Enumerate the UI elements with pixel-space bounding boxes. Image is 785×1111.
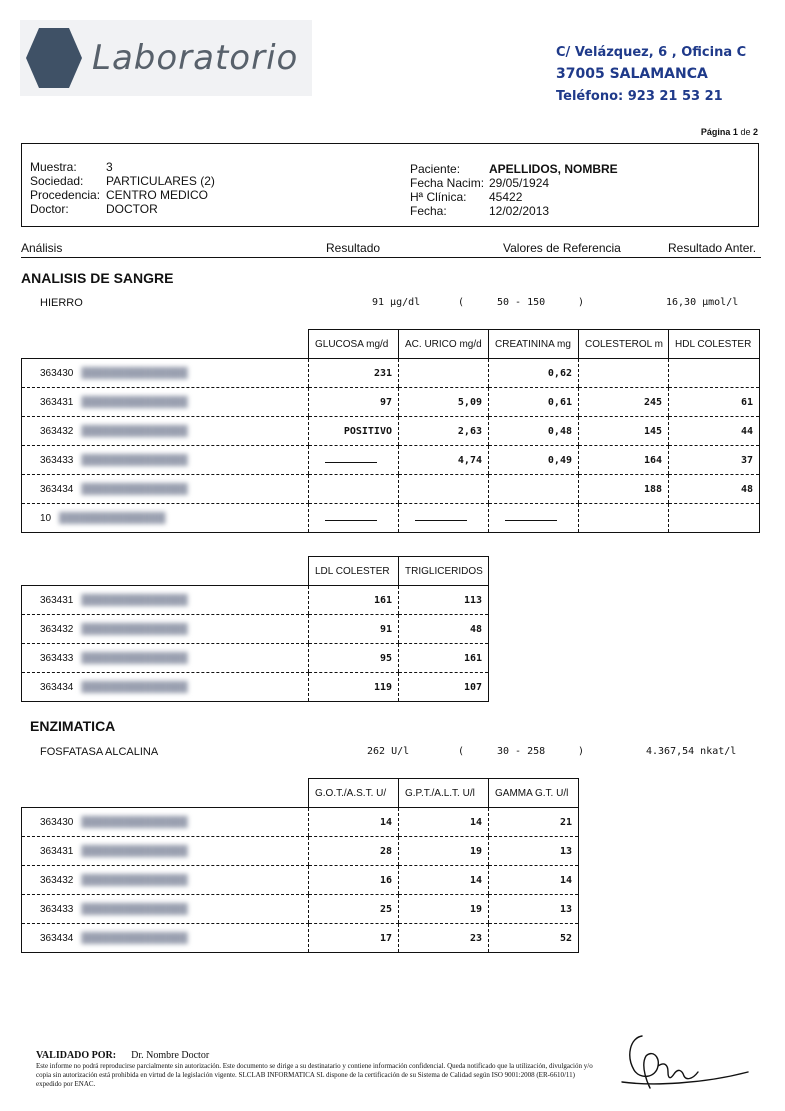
redacted-patient-name: ███████████████ [81,425,188,437]
table-header-cell: TRIGLICERIDOS [399,557,489,586]
table-row [22,866,579,895]
sample-id-cell [22,504,309,533]
result-cell: 21 [489,808,579,837]
result-cell: 231 [309,359,399,388]
fecha-nacim-value: 29/05/1924 [489,176,550,190]
result-cell: POSITIVO [309,417,399,446]
sample-id-cell [22,837,309,866]
table-header-cell: CREATININA mg [489,330,579,359]
address-phone: Teléfono: 923 21 53 21 [556,89,723,104]
page-total: 2 [752,127,758,137]
redacted-patient-name: ███████████████ [81,652,188,664]
page-label: Página [700,127,731,137]
section-title-enzimatica: ENZIMATICA [30,718,116,734]
fosfatasa-paren-close: ) [578,746,585,757]
validado-doctor: Dr. Nombre Doctor [131,1050,210,1061]
result-cell: 0,61 [489,388,579,417]
redacted-patient-name: ███████████████ [81,845,188,857]
blank-result-line [325,454,377,463]
result-cell [309,475,399,504]
sample-id-cell [22,446,309,475]
table-header-cell: G.O.T./A.S.T. U/ [309,779,399,808]
column-header-referencia: Valores de Referencia [503,241,621,255]
patient-info-box [21,143,759,227]
table-row [22,644,489,673]
sample-id: 363433 [40,454,74,466]
fecha-value: 12/02/2013 [489,204,550,218]
table-row [22,475,760,504]
result-cell: 119 [309,673,399,702]
sample-id-cell [22,644,309,673]
redacted-patient-name: ███████████████ [81,623,188,635]
sample-id-cell [22,673,309,702]
historia-clinica-value: 45422 [489,190,523,204]
sample-id: 363431 [40,396,74,408]
table-row [22,504,760,533]
result-cell [489,475,579,504]
result-cell: 245 [579,388,669,417]
blank-result-line [325,512,377,521]
result-cell: 13 [489,837,579,866]
table-row [22,586,489,615]
hierro-paren-close: ) [578,297,585,308]
doctor-value: DOCTOR [106,202,158,216]
result-cell: 188 [579,475,669,504]
page-number: 1 [732,127,738,137]
results-table-sangre-2 [21,556,489,702]
results-table-sangre-1 [21,329,760,533]
fecha-label: Fecha: [410,204,447,218]
signature-image [612,1026,752,1096]
column-header-resultado: Resultado [326,241,381,255]
sample-id: 363431 [40,845,74,857]
address-street: C/ Velázquez, 6 , Oficina C [556,45,747,60]
result-cell: 91 [309,615,399,644]
sample-id: 363432 [40,874,74,886]
result-cell: 95 [309,644,399,673]
table-row [22,388,760,417]
table-row [22,808,579,837]
sample-id-cell [22,417,309,446]
table-header-blank [22,779,309,808]
result-cell: 0,48 [489,417,579,446]
fosfatasa-name: FOSFATASA ALCALINA [40,746,159,758]
results-table-enzimatica [21,778,579,953]
table-header-cell: LDL COLESTER [309,557,399,586]
table-header-cell: COLESTEROL m [579,330,669,359]
sample-id-cell [22,615,309,644]
blank-result-line [415,512,467,521]
result-cell: 164 [579,446,669,475]
sample-id-cell [22,924,309,953]
doctor-label: Doctor: [30,202,69,216]
hierro-paren-open: ( [458,297,465,308]
procedencia-value: CENTRO MEDICO [106,188,208,202]
table-row [22,446,760,475]
validado-label: VALIDADO POR: [36,1050,117,1061]
sample-id: 363434 [40,483,74,495]
column-header-anterior: Resultado Anter. [668,241,757,255]
section-title-sangre: ANALISIS DE SANGRE [21,270,174,286]
redacted-patient-name: ███████████████ [81,367,188,379]
redacted-patient-name: ███████████████ [81,932,188,944]
result-cell: 44 [669,417,760,446]
fecha-nacim-label: Fecha Nacim: [410,176,485,190]
table-row [22,924,579,953]
result-cell: 52 [489,924,579,953]
result-cell: 19 [399,837,489,866]
result-cell: 28 [309,837,399,866]
result-cell [579,504,669,533]
table-row [22,895,579,924]
sample-id-cell [22,359,309,388]
result-cell: 97 [309,388,399,417]
muestra-label: Muestra: [30,160,77,174]
result-cell: 23 [399,924,489,953]
result-cell: 13 [489,895,579,924]
result-cell: 19 [399,895,489,924]
table-header-blank [22,330,309,359]
table-header-cell: AC. URICO mg/d [399,330,489,359]
table-row [22,837,579,866]
redacted-patient-name: ███████████████ [81,483,188,495]
historia-clinica-label: Hª Clínica: [410,190,467,204]
sample-id: 363431 [40,594,74,606]
sociedad-value: PARTICULARES (2) [106,174,215,188]
table-header-cell: GLUCOSA mg/d [309,330,399,359]
fosfatasa-previous: 4.367,54 nkat/l [646,746,737,757]
result-cell: 25 [309,895,399,924]
table-row [22,673,489,702]
paciente-value: APELLIDOS, NOMBRE [489,162,618,176]
sample-id: 363433 [40,903,74,915]
table-row [22,417,760,446]
result-cell: 16 [309,866,399,895]
fosfatasa-value: 262 U/l [367,746,410,757]
redacted-patient-name: ███████████████ [81,874,188,886]
redacted-patient-name: ███████████████ [81,816,188,828]
sample-id: 363432 [40,623,74,635]
address-city: 37005 SALAMANCA [556,66,708,82]
page-indicator [600,127,758,137]
result-cell: 145 [579,417,669,446]
result-cell [489,504,579,533]
result-cell: 161 [309,586,399,615]
sample-id-cell [22,475,309,504]
result-cell: 5,09 [399,388,489,417]
redacted-patient-name: ███████████████ [81,454,188,466]
result-cell: 17 [309,924,399,953]
hierro-previous: 16,30 µmol/l [666,297,739,308]
procedencia-label: Procedencia: [30,188,101,202]
blank-result-line [505,512,557,521]
sample-id: 363433 [40,652,74,664]
table-header-cell: GAMMA G.T. U/l [489,779,579,808]
column-header-divider [21,257,761,258]
validado-por [36,1050,209,1061]
result-cell: 37 [669,446,760,475]
legal-disclaimer: Este informe no podrá reproducirse parcialmente sin autorización. Este documento se dirige a su destinatario y contiene información confidencial. Queda notificado que la utilización, divulgación y/o copia sin autorización está prohibida en virtud de la legislación vigente. SLCLAB INFORMATICA SL dispone de la certificación de su Sistema de Calidad según ISO 9001:2008 (ER-6610/11) expedido por ENAC. [36,1062,593,1088]
sample-id: 363432 [40,425,74,437]
redacted-patient-name: ███████████████ [59,512,166,524]
result-cell: 4,74 [399,446,489,475]
result-cell [579,359,669,388]
result-cell: 161 [399,644,489,673]
fosfatasa-range: 30 - 258 [497,746,546,757]
sample-id: 363430 [40,816,74,828]
table-header-cell: G.P.T./A.L.T. U/l [399,779,489,808]
page-of: de [740,127,751,137]
result-cell [309,446,399,475]
result-cell [309,504,399,533]
sample-id-cell [22,895,309,924]
result-cell: 0,62 [489,359,579,388]
sample-id-cell [22,586,309,615]
result-cell: 61 [669,388,760,417]
sample-id: 363434 [40,681,74,693]
result-cell [399,504,489,533]
result-cell [399,359,489,388]
fosfatasa-paren-open: ( [458,746,465,757]
table-header-blank [22,557,309,586]
column-header-analisis: Análisis [21,241,63,255]
sample-id: 10 [40,512,52,524]
table-header-cell: HDL COLESTER [669,330,760,359]
redacted-patient-name: ███████████████ [81,681,188,693]
result-cell: 113 [399,586,489,615]
sample-id-cell [22,808,309,837]
result-cell [669,359,760,388]
result-cell: 14 [489,866,579,895]
table-row [22,615,489,644]
logo-text: Laboratorio [92,38,299,78]
sociedad-label: Sociedad: [30,174,84,188]
redacted-patient-name: ███████████████ [81,903,188,915]
redacted-patient-name: ███████████████ [81,396,188,408]
hierro-range: 50 - 150 [497,297,546,308]
muestra-value: 3 [106,160,113,174]
result-cell: 14 [309,808,399,837]
sample-id-cell [22,866,309,895]
result-cell: 14 [399,808,489,837]
redacted-patient-name: ███████████████ [81,594,188,606]
result-cell: 14 [399,866,489,895]
paciente-label: Paciente: [410,162,461,176]
result-cell: 48 [399,615,489,644]
logo-hexagon-icon [24,26,84,90]
result-cell: 107 [399,673,489,702]
result-cell: 48 [669,475,760,504]
hierro-value: 91 µg/dl [372,297,421,308]
result-cell: 0,49 [489,446,579,475]
sample-id: 363434 [40,932,74,944]
result-cell [669,504,760,533]
sample-id-cell [22,388,309,417]
result-cell: 2,63 [399,417,489,446]
result-cell [399,475,489,504]
sample-id: 363430 [40,367,74,379]
table-row [22,359,760,388]
hierro-name: HIERRO [40,297,83,309]
